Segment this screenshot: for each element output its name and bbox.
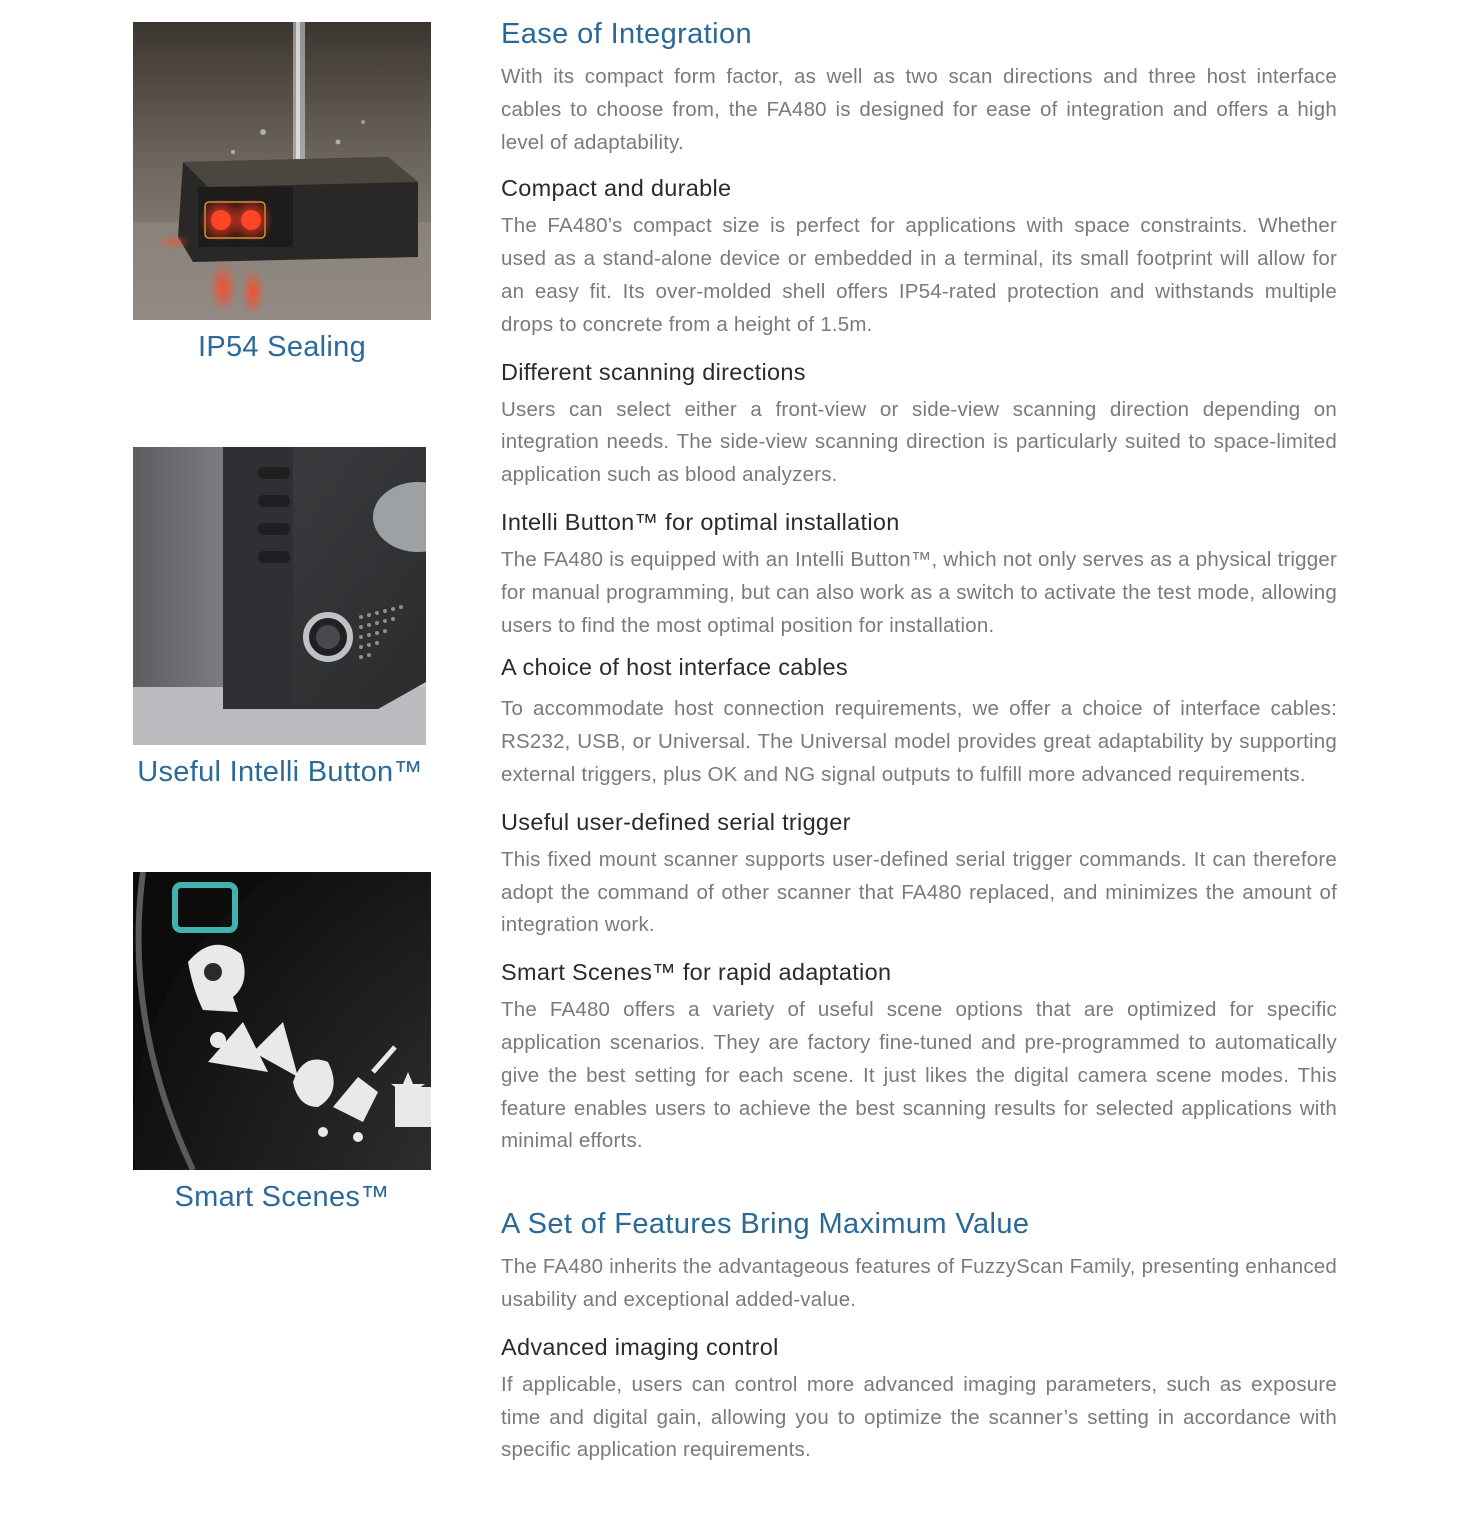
feature-text: The FA480 offers a variety of useful scene options that are optimized for specific application scenarios. They are factory fine-tuned and pre-programmed to automatically give the best setting for each scene. It just likes the digital camera scene modes. This feature enables users to achieve the best scanning results for selected applications with minimal efforts. <box>501 998 1337 1153</box>
section-title-integration: Ease of Integration <box>501 18 753 50</box>
feature-text: To accommodate host connection requirements, we offer a choice of interface cables: RS232, USB, or Universal. The Universal model provides great adaptability by supporting external triggers, plus OK and NG signal outputs to fulfill more advanced requirements. <box>501 697 1337 786</box>
smart-scenes-photo <box>133 872 431 1170</box>
feature-heading: Different scanning directions <box>501 358 806 385</box>
feature-text: The FA480 is equipped with an Intelli Button™, which not only serves as a physical trigger for manual programming, but can also work as a switch to activate the test mode, allowing users to find the most optimal position for installation. <box>501 547 1337 637</box>
feature-heading: Smart Scenes™ for rapid adaptation <box>501 959 892 986</box>
feature-heading: Intelli Button™ for optimal installation <box>501 508 900 535</box>
feature-text: If applicable, users can control more advanced imaging parameters, such as exposure time and digital gain, allowing you to optimize the scanner’s setting in accordance with specific application requirements. <box>501 1372 1337 1462</box>
feature-heading: A choice of host interface cables <box>501 654 848 681</box>
feature-content <box>501 18 1337 1481</box>
intelli-button-photo <box>133 447 426 745</box>
smart-scenes-caption: Smart Scenes™ <box>174 1181 390 1213</box>
feature-text: This fixed mount scanner supports user-defined serial trigger commands. It can therefore adopt the command of other scanner that FA480 replaced, and minimizes the amount of integration work. <box>501 847 1337 937</box>
feature-heading: Advanced imaging control <box>501 1333 779 1360</box>
section-intro: The FA480 inherits the advantageous features of FuzzyScan Family, presenting enhanced usability and exceptional added-value. <box>501 1255 1337 1311</box>
intelli-button-caption: Useful Intelli Button™ <box>137 756 423 788</box>
feature-heading: Useful user-defined serial trigger <box>501 808 851 835</box>
ip54-sealing-caption: IP54 Sealing <box>197 331 367 363</box>
section-intro: With its compact form factor, as well as two scan directions and three host interface cables to choose from, the FA480 is designed for ease of integration and offers a high level of adaptability. <box>501 65 1337 154</box>
section-title-features: A Set of Features Bring Maximum Value <box>501 1208 1030 1241</box>
feature-text: Users can select either a front-view or side-view scanning direction depending on integration needs. The side-view scanning direction is particularly suited to space-limited application such as blood analyzers. <box>501 397 1337 487</box>
feature-text: The FA480’s compact size is perfect for applications with space constraints. Whether used as a stand-alone device or embedded in a terminal, its small footprint will allow for an easy fit. Its over-molded shell offers IP54-rated protection and withstands multiple drops to concrete from a height of 1.5m. <box>501 214 1337 336</box>
feature-heading: Compact and durable <box>501 175 732 202</box>
ip54-sealing-photo <box>133 22 431 320</box>
